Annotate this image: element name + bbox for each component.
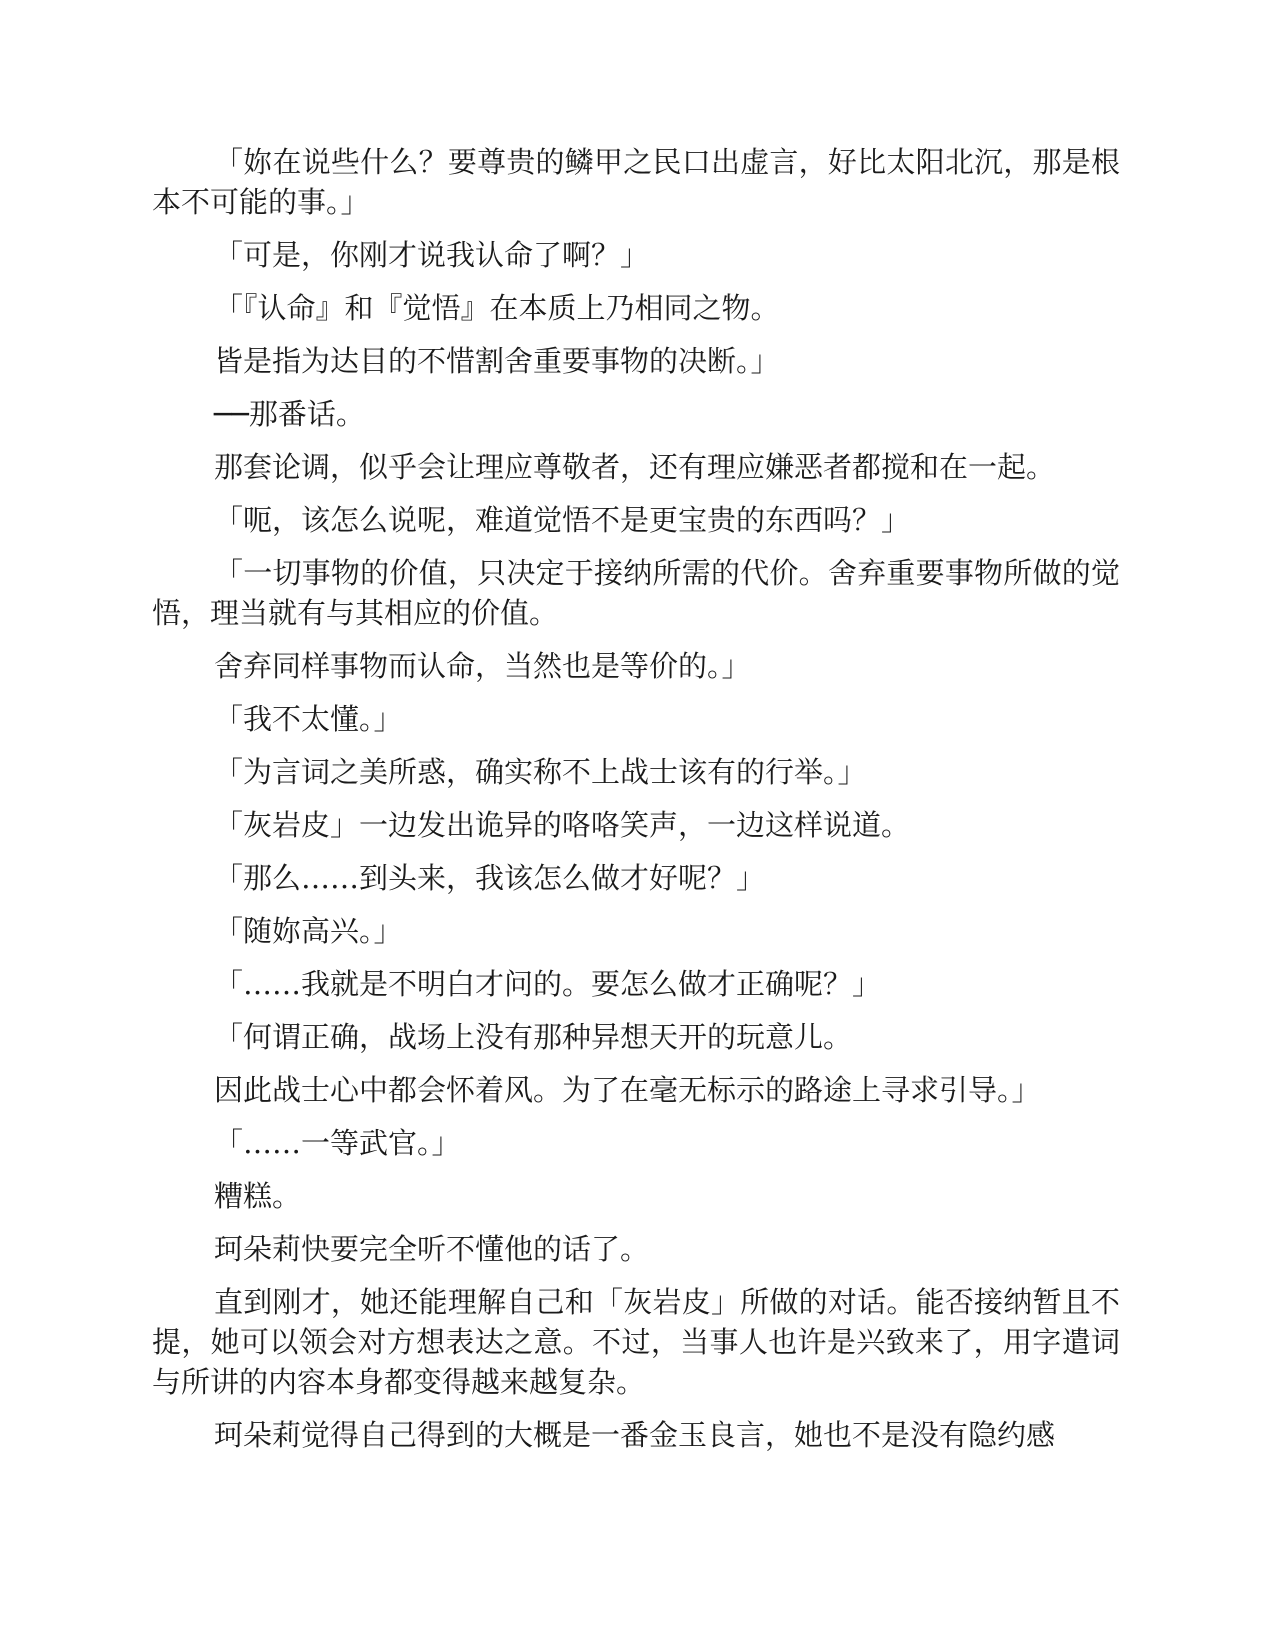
paragraph: 「可是，你刚才说我认命了啊？」 [214, 238, 650, 272]
paragraph: 「……一等武官。」 [214, 1126, 461, 1160]
paragraph: 「灰岩皮」一边发出诡异的咯咯笑声，一边这样说道。 [214, 808, 911, 842]
paragraph: 直到刚才，她还能理解自己和「灰岩皮」所做的对话。能否接纳暂且不提，她可以领会对方想表达之意。不过，当事人也许是兴致来了，用字遣词与所讲的内容本身都变得越来越复杂。 [152, 1285, 1120, 1399]
paragraph: 「……我就是不明白才问的。要怎么做才正确呢？」 [214, 967, 882, 1001]
paragraph: 「那么……到头来，我该怎么做才好呢？」 [214, 861, 766, 895]
paragraph: 「呃，该怎么说呢，难道觉悟不是更宝贵的东西吗？」 [214, 503, 911, 537]
paragraph: 「为言词之美所惑，确实称不上战士该有的行举。」 [214, 755, 867, 789]
paragraph: 那套论调，似乎会让理应尊敬者，还有理应嫌恶者都搅和在一起。 [214, 450, 1056, 484]
paragraph: 「一切事物的价值，只决定于接纳所需的代价。舍弃重要事物所做的觉悟，理当就有与其相应的价值。 [152, 556, 1120, 630]
document-page [152, 142, 1120, 1468]
paragraph: 珂朵莉觉得自己得到的大概是一番金玉良言，她也不是没有隐约感 [214, 1418, 1056, 1452]
paragraph: ──那番话。 [214, 397, 365, 431]
paragraph: 珂朵莉快要完全听不懂他的话了。 [214, 1232, 650, 1266]
paragraph: 「何谓正确，战场上没有那种异想天开的玩意儿。 [214, 1020, 853, 1054]
paragraph: 「『认命』和『觉悟』在本质上乃相同之物。 [214, 291, 780, 325]
paragraph: 「我不太懂。」 [214, 702, 403, 736]
paragraph: 舍弃同样事物而认命，当然也是等价的。」 [214, 649, 751, 683]
paragraph: 「妳在说些什么？要尊贵的鳞甲之民口出虚言，好比太阳北沉，那是根本不可能的事。」 [152, 145, 1120, 219]
paragraph: 皆是指为达目的不惜割舍重要事物的决断。」 [214, 344, 780, 378]
paragraph: 糟糕。 [214, 1179, 302, 1213]
paragraph: 「随妳高兴。」 [214, 914, 403, 948]
paragraph: 因此战士心中都会怀着风。为了在毫无标示的路途上寻求引导。」 [214, 1073, 1041, 1107]
